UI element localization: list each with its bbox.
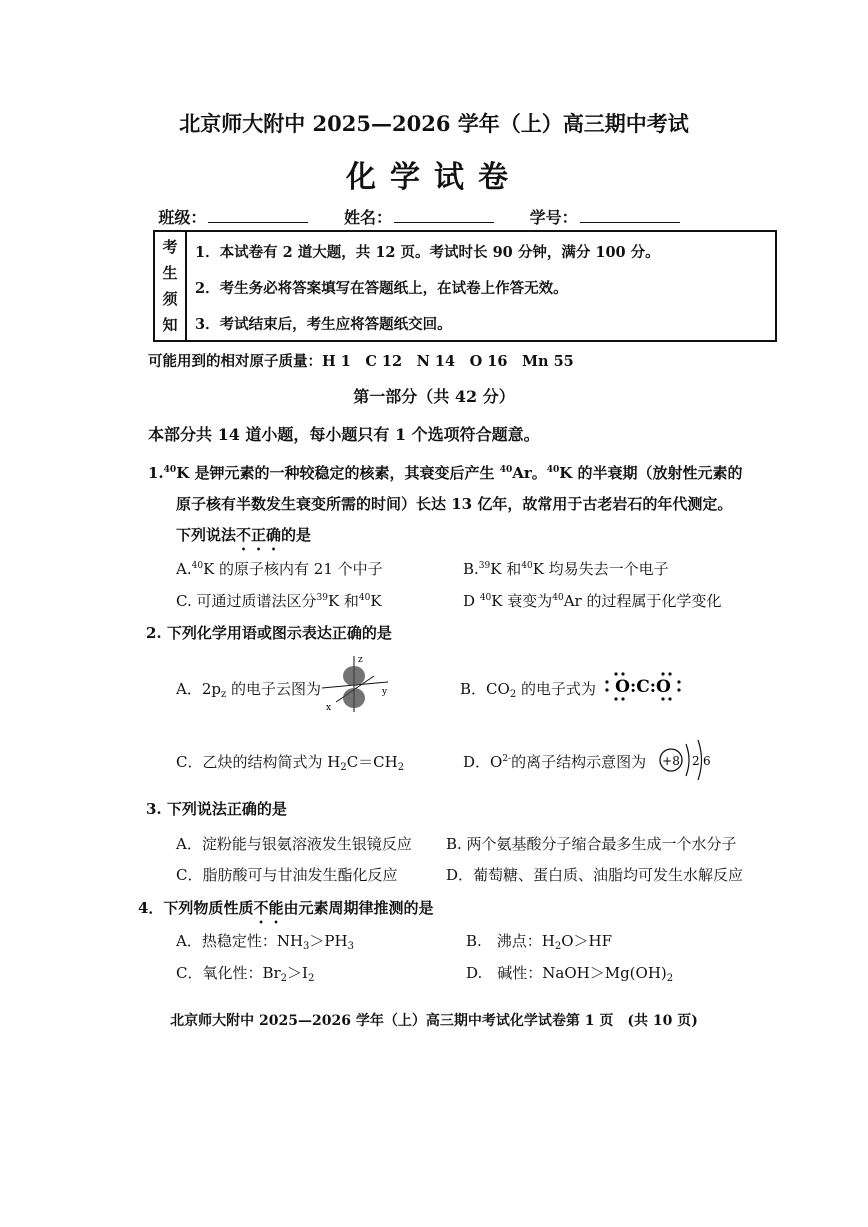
q2-option-a — [176, 678, 321, 700]
q4-option-d — [466, 962, 673, 984]
q1-option-c — [176, 590, 382, 611]
q4-stem — [138, 897, 433, 927]
q2-option-c — [176, 751, 404, 773]
option-text: K 和 — [490, 560, 522, 578]
subscript: 2 — [509, 689, 517, 700]
q1-emphasis: 不正确 — [236, 526, 282, 544]
axis-label-x: x — [326, 703, 332, 713]
subscript: 2 — [340, 762, 347, 773]
q1-option-a — [176, 558, 383, 579]
part-heading: 第一部分（共 42 分） — [353, 387, 515, 406]
pz-electron-cloud-diagram — [318, 652, 390, 716]
option-text: K 均易失去一个电子 — [532, 560, 669, 578]
notice-box — [153, 230, 777, 342]
electron-dot — [677, 688, 680, 691]
q4-option-c — [176, 962, 314, 984]
option-text: C＝CH — [346, 753, 398, 771]
option-text: C．乙炔的结构简式为 H — [176, 753, 341, 771]
shell-electrons-1: 2 — [692, 754, 700, 768]
q1-option-d — [463, 590, 721, 611]
exam-title: 北京师大附中 2025—2026 学年（上）高三期中考试 — [179, 111, 689, 136]
mass-number: 40 — [552, 593, 564, 603]
option-text: Ar 的过程属于化学变化 — [563, 592, 722, 610]
student-fields — [0, 205, 868, 228]
option-text: D．O — [463, 753, 503, 771]
option-text: D. 碱性：NaOH＞Mg(OH) — [466, 964, 667, 982]
q3-stem: 3. 下列说法正确的是 — [146, 800, 287, 818]
subscript: 2 — [666, 973, 674, 984]
mass-number: 40 — [479, 593, 492, 603]
q1-line1 — [148, 462, 743, 483]
mass-number: 40 — [358, 593, 371, 603]
electron-dot — [614, 697, 617, 700]
q1-text: 下列说法 — [176, 526, 237, 544]
q1-text: K 是钾元素的一种较稳定的核素，其衰变后产生 — [176, 464, 500, 482]
option-text: B．CO — [460, 680, 510, 698]
option-text: C. 可通过质谱法区分 — [176, 592, 317, 610]
q1-text: Ar。 — [512, 464, 547, 482]
electron-dot — [661, 697, 664, 700]
option-text: O＞HF — [561, 932, 613, 950]
electron-dot — [668, 697, 671, 700]
axis-label-y: y — [382, 687, 388, 697]
name-blank — [394, 208, 494, 223]
electron-dot — [621, 697, 624, 700]
electron-dot — [668, 672, 671, 675]
shell-electrons-2: 6 — [703, 754, 711, 768]
subscript: 2 — [554, 941, 562, 952]
q3-option-a: A．淀粉能与银氨溶液发生银镜反应 — [176, 835, 412, 853]
q1-text: 的是 — [281, 526, 312, 544]
dot-formula-text: O:C:O — [615, 677, 671, 697]
option-text: K 的原子核内有 21 个中子 — [203, 560, 383, 578]
page-footer: 北京师大附中 2025—2026 学年（上）高三期中考试化学试卷第 1 页 (共 10 页) — [170, 1013, 698, 1029]
q4-option-b — [466, 930, 612, 952]
option-text: 的电子云图为 — [226, 680, 322, 698]
q3-option-b: B. 两个氨基酸分子缩合最多生成一个水分子 — [446, 835, 737, 853]
option-text: ＞PH — [309, 932, 348, 950]
name-label: 姓名： — [343, 208, 392, 227]
q4-text: 由元素周期律推测的是 — [283, 899, 434, 917]
lower-lobe — [343, 688, 365, 708]
co2-electron-dot-formula — [604, 672, 682, 702]
q2-option-d — [463, 751, 646, 772]
superscript: 2- — [502, 754, 512, 764]
q1-line3 — [176, 524, 311, 554]
electron-dot — [605, 688, 608, 691]
subscript: 2 — [397, 762, 405, 773]
subscript: 2 — [280, 973, 288, 984]
option-letter: D — [463, 592, 476, 610]
notice-char: 考 — [162, 238, 178, 256]
q3-option-c: C．脂肪酸可与甘油发生酯化反应 — [176, 866, 398, 884]
option-text: C．氧化性：Br — [176, 964, 281, 982]
axis-label-z: z — [358, 655, 363, 665]
subscript: z — [220, 689, 227, 700]
q2-stem: 2. 下列化学用语或图示表达正确的是 — [146, 624, 392, 642]
notice-char: 须 — [162, 290, 178, 308]
subject-title: 化学试卷 — [346, 160, 522, 195]
option-text: B. 沸点：H — [466, 932, 555, 950]
notice-item: 2．考生务必将答案填写在答题纸上，在试卷上作答无效。 — [195, 280, 568, 297]
notice-item: 3．考试结束后，考生应将答题纸交回。 — [195, 316, 452, 333]
upper-lobe — [343, 666, 365, 686]
mass-number: 40 — [499, 465, 513, 475]
mass-number: 40 — [163, 465, 177, 475]
subscript: 3 — [347, 941, 354, 952]
nucleus-charge: +8 — [662, 754, 680, 768]
option-text: K — [370, 592, 382, 610]
option-text: 的电子式为 — [516, 680, 596, 698]
electron-dot — [614, 672, 617, 675]
notice-char: 生 — [162, 264, 178, 282]
q4-emphasis: 不能 — [253, 899, 284, 917]
q4-option-a — [176, 930, 354, 952]
electron-dot — [621, 672, 624, 675]
subscript: 2 — [307, 973, 315, 984]
notice-item: 1．本试卷有 2 道大题，共 12 页。考试时长 90 分钟，满分 100 分。 — [195, 244, 660, 261]
part-intro: 本部分共 14 道小题，每小题只有 1 个选项符合题意。 — [148, 425, 540, 444]
id-label: 学号： — [529, 208, 578, 227]
option-text: A．2p — [176, 680, 221, 698]
oxide-ion-structure-diagram — [658, 738, 714, 784]
q1-option-b — [463, 558, 669, 579]
class-label: 班级： — [158, 208, 207, 227]
option-text: ＞I — [287, 964, 308, 982]
option-text: K 衰变为 — [491, 592, 553, 610]
q1-text: K 的半衰期（放射性元素的 — [559, 464, 743, 482]
id-blank — [580, 208, 680, 223]
mass-number: 39 — [316, 593, 328, 603]
shell-arc — [686, 744, 689, 776]
option-text: A．热稳定性：NH — [176, 932, 304, 950]
option-letter: A. — [176, 560, 192, 578]
electron-dot — [605, 680, 608, 683]
class-blank — [208, 208, 308, 223]
option-text: K 和 — [327, 592, 359, 610]
option-text: 的离子结构示意图为 — [511, 753, 647, 771]
q1-line2: 原子核有半数发生衰变所需的时间）长达 13 亿年，故常用于古老岩石的年代测定。 — [176, 495, 733, 513]
atomic-masses: 可能用到的相对原子质量：H 1 C 12 N 14 O 16 Mn 55 — [148, 353, 574, 370]
mass-number: 40 — [191, 561, 204, 571]
notice-side-label — [155, 232, 187, 342]
q3-option-d: D．葡萄糖、蛋白质、油脂均可发生水解反应 — [446, 866, 744, 884]
subscript: 3 — [303, 941, 310, 952]
electron-dot — [677, 680, 680, 683]
q4-text: 4．下列物质性质 — [138, 899, 254, 917]
mass-number: 40 — [546, 465, 560, 475]
q2-option-b — [460, 678, 596, 700]
notice-char: 知 — [162, 316, 178, 334]
q1-number: 1. — [148, 464, 164, 482]
option-letter: B. — [463, 560, 479, 578]
mass-number: 39 — [478, 561, 491, 571]
electron-dot — [661, 672, 664, 675]
mass-number: 40 — [521, 561, 533, 571]
